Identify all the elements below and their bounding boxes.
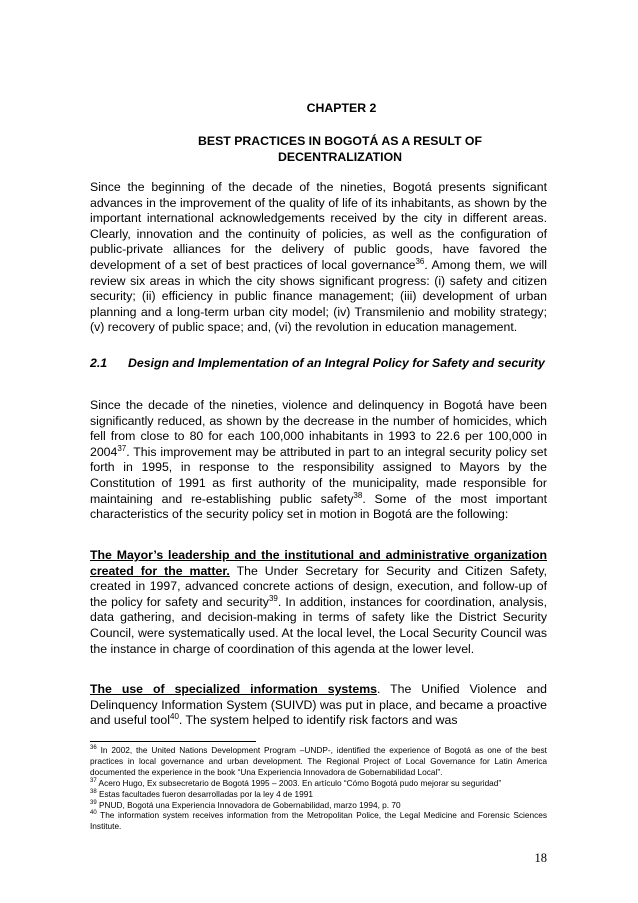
leadership-text-a: The Under Secretary for Security and Citizen Safety, created in 1997, advanced concrete actions of design, execution, and follow-up of the policy for safety and security [90, 563, 547, 609]
footnote-text: The information system receives information from the Metropolitan Police, the Legal Medicine and Forensic Sciences Institute. [90, 810, 547, 832]
footnote-number: 37 [90, 777, 97, 784]
footnotes [90, 745, 547, 832]
chapter-title-line-1: BEST PRACTICES IN BOGOTÁ AS A RESULT OF [198, 134, 482, 148]
info-systems-lead: The use of specialized information systems [90, 682, 377, 696]
footnote-ref-37[interactable]: 37 [117, 443, 127, 453]
chapter-heading: CHAPTER 2 [306, 101, 377, 115]
footnote-ref-38[interactable]: 38 [353, 490, 363, 500]
footnote-number: 38 [90, 788, 97, 795]
footnote-number: 39 [90, 799, 97, 806]
section-number: 2.1 [90, 356, 108, 370]
footnote-36 [90, 745, 547, 778]
page-number: 18 [534, 851, 547, 865]
footnote-text: Acero Hugo, Ex subsecretario de Bogotá 1995 – 2003. En artículo “Cómo Bogotá pudo mejorar su seguridad” [96, 777, 502, 788]
footnote-ref-40[interactable]: 40 [170, 712, 179, 722]
info-systems-text-b: . The system helped to identify risk factors and was [178, 713, 458, 728]
security-text-a: Since the decade of the nineties, violence and delinquency in Bogotá have been significantly reduced, as shown by the decrease in the number of homicides, which fell from close to 80 for each 100,000 inhabitants in 1993 to 22.6 per 100,000 in 2004 [90, 398, 547, 459]
footnote-text: In 2002, the United Nations Development Program –UNDP-, identified the experience of Bogotá as one of the best practices in local governance and urban development. The Regional Project of Local Governance for Latin America documented the experience in the book “Una Experiencia Innovadora de Gobernabilidad Local”. [90, 745, 547, 777]
footnote-38 [90, 789, 547, 800]
security-paragraph [90, 398, 547, 523]
footnote-40 [90, 810, 547, 832]
leadership-text-b: . In addition, instances for coordination, analysis, data gathering, and decision-making in terms of safety like the District Security Council, were systematically used. At the local level, the Local Security Council was the instance in charge of coordination of this agenda at the lower level. [90, 594, 547, 656]
section-title: Design and Implementation of an Integral Policy for Safety and security [128, 356, 545, 370]
footnote-divider [90, 741, 256, 742]
footnote-number: 36 [90, 745, 97, 752]
leadership-lead: The Mayor’s leadership and the institutional and administrative organization created for the matter. [90, 548, 547, 578]
footnote-ref-39[interactable]: 39 [268, 593, 278, 603]
info-systems-text-a: . The Unified Violence and Delinquency Information System (SUIVD) was put in place, and became a proactive and useful tool [90, 682, 547, 728]
section-heading [90, 356, 547, 372]
footnote-ref-36[interactable]: 36 [415, 256, 425, 266]
info-systems-paragraph [90, 682, 547, 729]
chapter-title-line-2: DECENTRALIZATION [277, 150, 403, 164]
footnote-number: 40 [90, 810, 97, 817]
intro-text-a: Since the beginning of the decade of the nineties, Bogotá presents significant advances in the improvement of the quality of life of its inhabitants, as shown by the important international acknowledgements received by the city in different areas. Clearly, innovation and the continuity of policies, as well as the configuration of public-private alliances for the delivery of public goods, have favored the development of a set of best practices of local governance [90, 180, 547, 272]
footnote-text: Estas facultades fueron desarrolladas por la ley 4 de 1991 [96, 788, 314, 799]
footnote-39 [90, 800, 547, 811]
intro-text-b: . Among them, we will review six areas in which the city shows significant progress: (i) safety and citizen security; (ii) efficiency in public finance management; (iii) development of urban planning and a long-term urban city model; (iv) Transmilenio and mobility strategy; (v) recovery of public space; and, (vi) the revolution in education management. [90, 257, 547, 335]
leadership-paragraph [90, 548, 547, 657]
footnote-37 [90, 778, 547, 789]
footnote-text: PNUD, Bogotá una Experiencia Innovadora de Gobernabilidad, marzo 1994, p. 70 [96, 799, 401, 810]
chapter-title [150, 133, 530, 165]
security-text-b: . This improvement may be attributed in part to an integral security policy set forth in 1995, in response to the responsibility assigned to Mayors by the Constitution of 1991 as first authority of the municipality, made responsible for maintaining and re-establishing public safety [90, 444, 547, 506]
intro-paragraph [90, 180, 547, 336]
security-text-c: . Some of the most important characteristics of the security policy set in motion in Bogotá are the following: [90, 491, 547, 522]
